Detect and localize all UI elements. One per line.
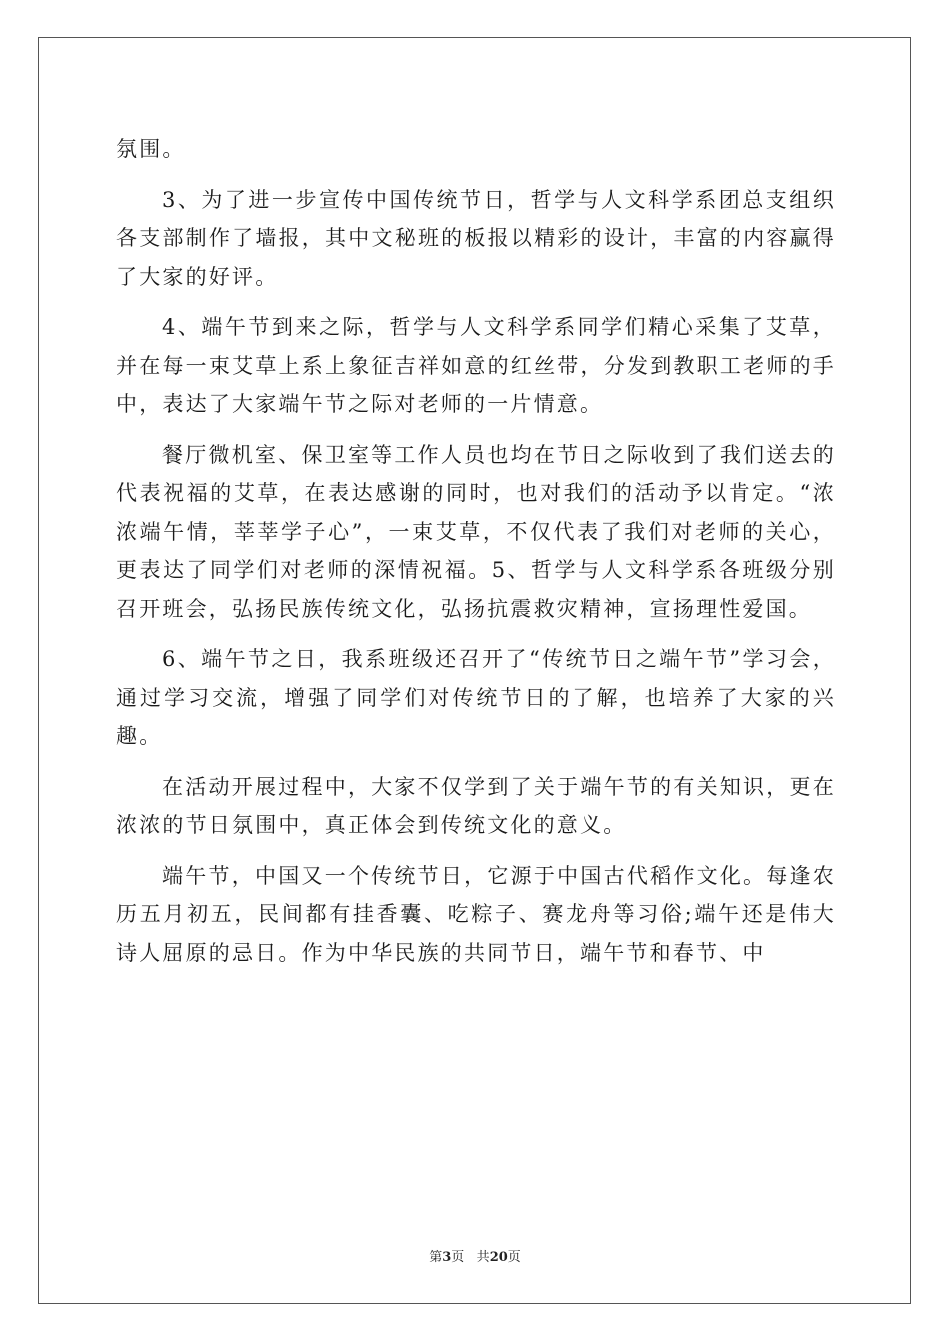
page-footer	[0, 1246, 950, 1265]
paragraph-1: 氛围。	[116, 137, 186, 161]
total-page-count: 20	[489, 1250, 508, 1265]
page-prefix: 第	[429, 1250, 443, 1265]
document-body	[116, 130, 836, 984]
paragraph-4: 餐厅微机室、保卫室等工作人员也均在节日之际收到了我们送去的代表祝福的艾草，在表达感谢的同时，也对我们的活动予以肯定。“浓浓端午情，莘莘学子心”，一束艾草，不仅代表了我们对老师的关心，更表达了同学们对老师的深情祝福。5、哲学与人文科学系各班级分别召开班会，弘扬民族传统文化，弘扬抗震救灾精神，宣扬理性爱国。	[116, 442, 836, 621]
page-unit: 页	[451, 1250, 465, 1265]
paragraph-7: 端午节，中国又一个传统节日，它源于中国古代稻作文化。每逢农历五月初五，民间都有挂香囊、吃粽子、赛龙舟等习俗;端午还是伟大诗人屈原的忌日。作为中华民族的共同节日，端午节和春节、中	[116, 863, 836, 965]
paragraph-3: 4、端午节到来之际，哲学与人文科学系同学们精心采集了艾草，并在每一束艾草上系上象征吉祥如意的红丝带，分发到教职工老师的手中，表达了大家端午节之际对老师的一片情意。	[116, 315, 836, 416]
paragraph-2: 3、为了进一步宣传中国传统节日，哲学与人文科学系团总支组织各支部制作了墙报，其中文秘班的板报以精彩的设计，丰富的内容赢得了大家的好评。	[116, 187, 836, 289]
paragraph-5: 6、端午节之日，我系班级还召开了“传统节日之端午节”学习会，通过学习交流，增强了同学们对传统节日的了解，也培养了大家的兴趣。	[116, 647, 836, 748]
total-unit: 页	[507, 1250, 521, 1265]
total-prefix: 共	[476, 1250, 490, 1265]
paragraph-6: 在活动开展过程中，大家不仅学到了关于端午节的有关知识，更在浓浓的节日氛围中，真正体会到传统文化的意义。	[116, 774, 836, 837]
current-page-number: 3	[442, 1250, 452, 1265]
